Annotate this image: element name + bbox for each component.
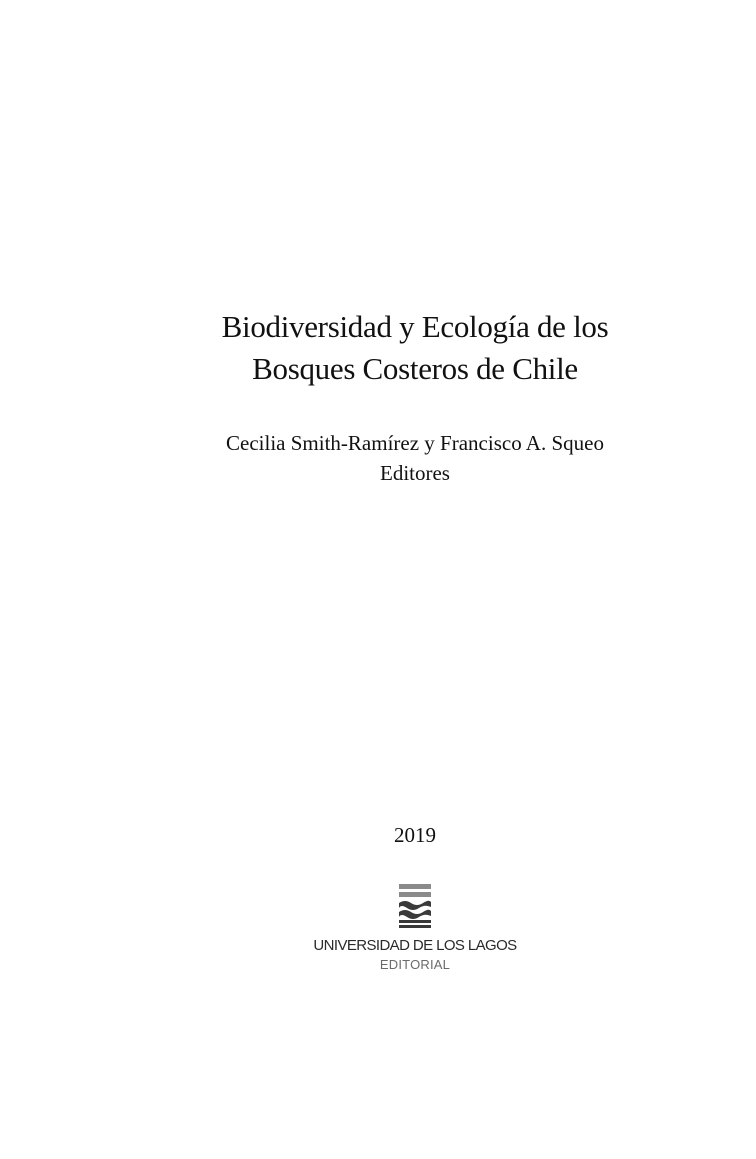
publisher-logo — [300, 882, 530, 974]
editors — [150, 428, 680, 488]
editor-names: Cecilia Smith-Ramírez y Francisco A. Squeo — [226, 431, 604, 455]
book-title-line-1: Biodiversidad y Ecología de los — [221, 309, 609, 344]
publisher-name: UNIVERSIDAD DE LOS LAGOS — [313, 937, 517, 954]
book-title — [150, 306, 680, 390]
university-waves-logo-icon — [395, 882, 435, 930]
publisher-imprint: EDITORIAL — [379, 957, 451, 972]
editor-role: Editores — [380, 461, 450, 485]
book-title-line-2: Bosques Costeros de Chile — [252, 351, 578, 386]
publication-year: 2019 — [394, 823, 436, 847]
